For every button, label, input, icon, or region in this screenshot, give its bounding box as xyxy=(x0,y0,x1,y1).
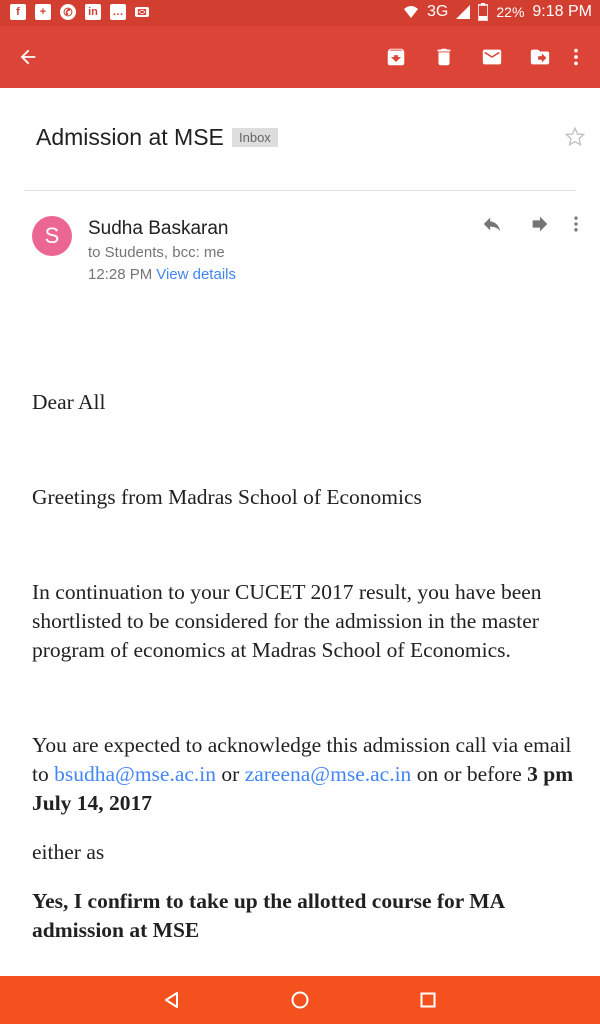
email-link-2[interactable]: zareena@mse.ac.in xyxy=(244,762,412,786)
wifi-icon xyxy=(403,4,419,20)
subject-row xyxy=(0,88,600,192)
inbox-label[interactable]: Inbox xyxy=(232,128,278,147)
sender-name: Sudha Baskaran xyxy=(88,218,229,239)
archive-icon[interactable] xyxy=(382,43,410,71)
arrow-left-icon[interactable] xyxy=(14,43,42,71)
greeting: Dear All xyxy=(32,390,106,414)
back-nav-icon[interactable] xyxy=(160,988,184,1012)
either-line: either as xyxy=(32,840,105,864)
or-text: or xyxy=(221,762,240,786)
recents-nav-icon[interactable] xyxy=(416,988,440,1012)
home-nav-icon[interactable] xyxy=(288,988,312,1012)
plus-icon: + xyxy=(35,4,51,20)
system-status xyxy=(403,3,592,21)
message-icon: … xyxy=(110,4,126,20)
deadline: 3 pm July 14, 2017 xyxy=(32,762,574,815)
sender-header xyxy=(0,192,600,302)
notification-icons xyxy=(10,4,149,20)
view-details-link[interactable]: View details xyxy=(156,266,236,283)
facebook-icon: f xyxy=(10,4,26,20)
linkedin-icon: in xyxy=(85,4,101,20)
recipients: to Students, bcc: me xyxy=(88,244,225,261)
mail-icon: ✉ xyxy=(135,7,149,17)
paragraph-2-prefix: You are expected to acknowledge this admission call via email to xyxy=(32,733,572,786)
mark-unread-icon[interactable] xyxy=(478,43,506,71)
message-time-row xyxy=(88,266,236,283)
move-to-icon[interactable] xyxy=(526,43,554,71)
message-time: 12:28 PM xyxy=(88,266,153,283)
clock: 9:18 PM xyxy=(532,3,592,20)
battery-level: 22% xyxy=(496,4,525,20)
status-bar xyxy=(0,0,600,26)
whatsapp-icon: ✆ xyxy=(60,4,76,20)
divider xyxy=(24,190,576,191)
signal-icon xyxy=(456,4,470,20)
network-type: 3G xyxy=(427,3,449,20)
paragraph-1: In continuation to your CUCET 2017 result, you have been shortlisted to be considered for the admission in the master program of economics at Madras School of Economics. xyxy=(32,580,542,662)
delete-icon[interactable] xyxy=(430,43,458,71)
email-link-1[interactable]: bsudha@mse.ac.in xyxy=(54,762,217,786)
intro-line: Greetings from Madras School of Economics xyxy=(32,485,422,509)
star-icon[interactable] xyxy=(564,126,586,153)
forward-icon[interactable] xyxy=(528,212,552,236)
reply-icon[interactable] xyxy=(480,212,504,236)
message-more-icon[interactable] xyxy=(564,212,588,236)
email-body xyxy=(32,388,578,945)
confirm-line: Yes, I confirm to take up the allotted course for MA admission at MSE xyxy=(32,889,504,942)
app-bar xyxy=(0,26,600,88)
navigation-bar xyxy=(0,976,600,1024)
email-subject: Admission at MSE xyxy=(36,124,224,150)
paragraph-2 xyxy=(32,731,578,818)
avatar[interactable]: S xyxy=(32,216,72,256)
battery-icon xyxy=(478,3,488,21)
more-vert-icon[interactable] xyxy=(562,43,590,71)
paragraph-2-mid: on or before xyxy=(416,762,522,786)
